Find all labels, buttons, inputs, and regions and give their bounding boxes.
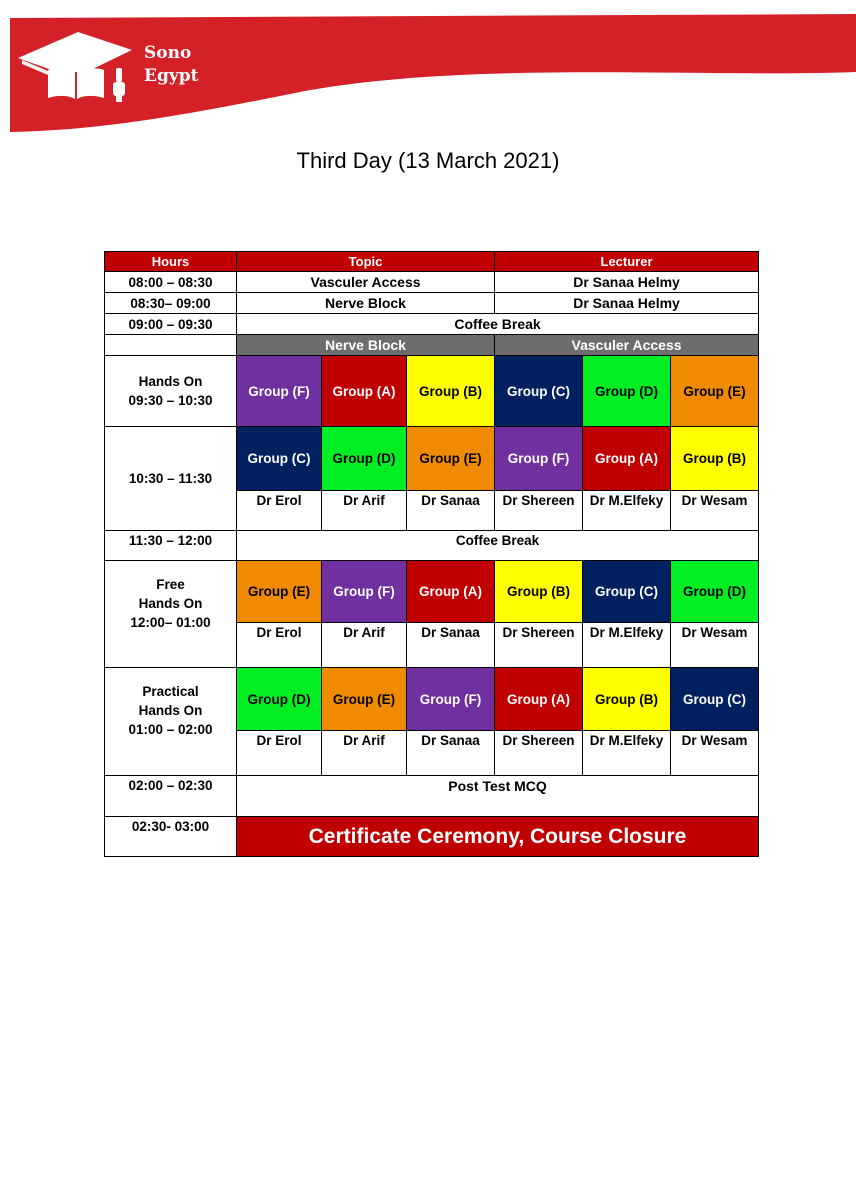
lecturer-cell: Dr Wesam: [671, 623, 759, 668]
schedule-table: [104, 251, 759, 857]
logo-line-2: Egypt: [144, 66, 199, 86]
lecturer-cell: Dr Wesam: [671, 731, 759, 776]
lecturer-cell: Dr Wesam: [671, 491, 759, 531]
time-cell: 10:30 – 11:30: [105, 427, 237, 531]
lecturer-cell: Dr Erol: [237, 623, 322, 668]
group-cell: Group (C): [237, 427, 322, 491]
group-cell: Group (C): [495, 356, 583, 427]
header-lecturer: Lecturer: [495, 252, 759, 272]
time-cell: [105, 561, 237, 668]
session-time: 09:30 – 10:30: [128, 393, 213, 408]
group-cell: Group (D): [322, 427, 407, 491]
group-cell: Group (B): [495, 561, 583, 623]
lecturer-cell: Dr Sanaa Helmy: [495, 293, 759, 314]
table-header-row: [105, 252, 759, 272]
header-banner: [0, 0, 856, 140]
empty-cell: [105, 335, 237, 356]
session-label: Hands On: [138, 703, 203, 718]
lecturer-cell: Dr Sanaa: [407, 491, 495, 531]
group-cell: Group (B): [671, 427, 759, 491]
lecturer-cell: Dr Erol: [237, 491, 322, 531]
session-time: 01:00 – 02:00: [128, 722, 213, 737]
table-row: [105, 293, 759, 314]
group-cell: Group (C): [671, 668, 759, 731]
time-cell: 11:30 – 12:00: [105, 531, 237, 561]
time-cell: 09:00 – 09:30: [105, 314, 237, 335]
logo-text: [144, 42, 198, 88]
group-cell: Group (F): [237, 356, 322, 427]
group-cell: Group (E): [671, 356, 759, 427]
post-test-cell: Post Test MCQ: [237, 776, 759, 817]
table-row: [105, 817, 759, 857]
track-nerve-block: Nerve Block: [237, 335, 495, 356]
track-vasculer-access: Vasculer Access: [495, 335, 759, 356]
lecturer-cell: Dr Erol: [237, 731, 322, 776]
group-cell: Group (E): [407, 427, 495, 491]
group-cell: Group (F): [495, 427, 583, 491]
certificate-ceremony-cell: Certificate Ceremony, Course Closure: [237, 817, 759, 857]
group-cell: Group (A): [495, 668, 583, 731]
header-topic: Topic: [237, 252, 495, 272]
coffee-break-cell: Coffee Break: [237, 531, 759, 561]
group-cell: Group (B): [407, 356, 495, 427]
lecturer-cell: Dr M.Elfeky: [583, 731, 671, 776]
group-cell: Group (A): [583, 427, 671, 491]
session-label: Free: [156, 576, 185, 592]
group-cell: Group (C): [583, 561, 671, 623]
lecturer-cell: Dr Sanaa: [407, 623, 495, 668]
header-hours: Hours: [105, 252, 237, 272]
time-cell: 02:00 – 02:30: [105, 776, 237, 817]
group-cell: Group (F): [407, 668, 495, 731]
page-title: Third Day (13 March 2021): [296, 148, 560, 173]
group-cell: Group (E): [237, 561, 322, 623]
group-cell: Group (A): [322, 356, 407, 427]
group-cell: Group (D): [583, 356, 671, 427]
table-row: [105, 531, 759, 561]
time-cell: 02:30- 03:00: [105, 817, 237, 857]
table-row: [105, 668, 759, 731]
table-row: [105, 427, 759, 491]
lecturer-cell: Dr M.Elfeky: [583, 491, 671, 531]
track-header-row: [105, 335, 759, 356]
lecturer-cell: Dr Arif: [322, 731, 407, 776]
lecturer-cell: Dr Arif: [322, 623, 407, 668]
session-time: 12:00– 01:00: [130, 614, 211, 630]
lecturer-cell: Dr Shereen: [495, 623, 583, 668]
lecturer-cell: Dr Sanaa: [407, 731, 495, 776]
session-label: Practical: [142, 684, 199, 699]
group-cell: Group (D): [671, 561, 759, 623]
table-row: [105, 272, 759, 293]
table-row: [105, 561, 759, 623]
time-cell: 08:30– 09:00: [105, 293, 237, 314]
lecturer-cell: Dr Sanaa Helmy: [495, 272, 759, 293]
table-row: [105, 776, 759, 817]
session-label: Hands On: [138, 595, 203, 611]
topic-cell: Vasculer Access: [237, 272, 495, 293]
time-cell: [105, 668, 237, 776]
group-cell: Group (A): [407, 561, 495, 623]
logo-line-1: Sono: [144, 43, 192, 63]
lecturer-cell: Dr Shereen: [495, 491, 583, 531]
topic-cell: Nerve Block: [237, 293, 495, 314]
coffee-break-cell: Coffee Break: [237, 314, 759, 335]
group-cell: Group (B): [583, 668, 671, 731]
session-label: Hands On: [138, 374, 203, 389]
lecturer-cell: Dr Shereen: [495, 731, 583, 776]
table-row: [105, 356, 759, 427]
lecturer-cell: Dr M.Elfeky: [583, 623, 671, 668]
time-cell: [105, 356, 237, 427]
group-cell: Group (E): [322, 668, 407, 731]
group-cell: Group (D): [237, 668, 322, 731]
lecturer-cell: Dr Arif: [322, 491, 407, 531]
group-cell: Group (F): [322, 561, 407, 623]
time-cell: 08:00 – 08:30: [105, 272, 237, 293]
table-row: [105, 314, 759, 335]
